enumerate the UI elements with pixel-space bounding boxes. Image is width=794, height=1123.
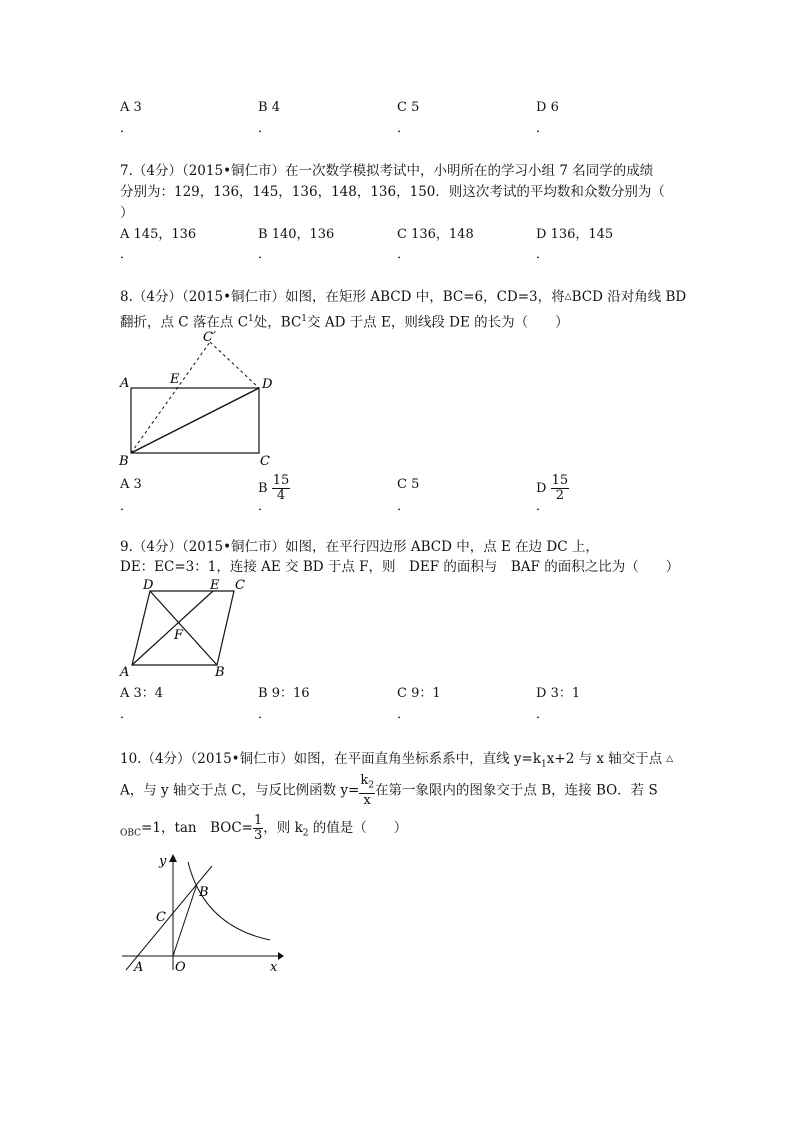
q9-label-f: F	[174, 628, 184, 643]
q8-option-c: C 5	[397, 477, 420, 492]
q10-stem-line1: 10.（4分）（2015•铜仁市）如图，在平面直角坐标系系中，直线 $y=k_1x+2$ 与 x 轴交于点 △	[120, 751, 674, 770]
q6-option-a: A 3	[120, 100, 142, 115]
q10-label-b: B	[199, 885, 209, 900]
q6-option-d: D 6	[536, 100, 559, 115]
option-dot: ．	[258, 499, 272, 514]
option-dot: ．	[536, 499, 550, 514]
q10-label-a: A	[134, 960, 144, 975]
q8-option-a: A 3	[120, 477, 142, 492]
q9-label-d: D	[143, 578, 154, 593]
q8-option-b-fraction: $\frac{15}{4}$	[272, 473, 290, 503]
option-dot: ．	[258, 247, 272, 262]
option-dot: ．	[258, 121, 272, 136]
q8-option-d-fraction: $\frac{15}{2}$	[551, 473, 569, 503]
option-dot: ．	[536, 247, 550, 262]
q8-stem-line2: 翻折，点 C 落在点 $C^1$处，$BC^1$交 AD 于点 E，则线段 DE 的长为（ ）	[120, 314, 569, 331]
q8-label-b: B	[119, 454, 129, 469]
q7-option-d: D 136，145	[536, 227, 614, 242]
q7-stem-line2: 分别为：129，136，145，136，148，136，150．则这次考试的平均数和众数分别为（	[120, 184, 665, 200]
q10-inverse-fraction: $\frac{k_2}{x}$	[360, 773, 374, 808]
q9-label-c: C	[235, 578, 245, 593]
q9-option-d: D 3：1	[536, 686, 581, 701]
q10-stem-line2: A，与 y 轴交于点 C，与反比例函数 y= $\frac{k_2}{x}$ 在第一象限内的图象交于点 B，连接 BO．若 S	[120, 773, 658, 808]
q10-stem-line3: $_{OBC}$=1，tan BOC= $\frac{1}{3}$ ，则 $k_2$ 的值是（ ）	[120, 813, 408, 843]
q10-label-c: C	[156, 910, 166, 925]
q8-label-c1: C′	[203, 330, 216, 345]
q8-stem-line1: 8.（4分）（2015•铜仁市）如图，在矩形 ABCD 中，BC=6，CD=3，将△BCD 沿对角线 BD	[120, 289, 687, 305]
q8-option-b: B $\frac{15}{4}$	[258, 473, 290, 503]
option-dot: ．	[120, 121, 134, 136]
q9-label-a: A	[120, 665, 130, 680]
q9-parallelogram-figure	[112, 577, 252, 683]
q7-stem-line1: 7.（4分）（2015•铜仁市）在一次数学模拟考试中，小明所在的学习小组 7 名同学的成绩	[120, 163, 654, 179]
q9-stem-line1: 9.（4分）（2015•铜仁市）如图，在平行四边形 ABCD 中，点 E 在边 DC 上，	[120, 539, 599, 555]
option-dot: ．	[120, 707, 134, 722]
q10-coordinate-figure	[112, 848, 287, 978]
q9-option-b: B 9：16	[258, 686, 310, 701]
q10-label-o: O	[175, 960, 186, 975]
q6-option-b: B 4	[258, 100, 280, 115]
option-dot: ．	[397, 121, 411, 136]
option-dot: ．	[536, 121, 550, 136]
q8-label-c: C	[260, 454, 270, 469]
q6-option-c: C 5	[397, 100, 420, 115]
q8-label-d: D	[262, 377, 273, 392]
option-dot: ．	[120, 499, 134, 514]
q9-option-c: C 9：1	[397, 686, 441, 701]
q9-label-e: E	[210, 578, 220, 593]
q9-stem-line2: DE：EC=3：1，连接 AE 交 BD 于点 F，则 DEF 的面积与 BAF 的面积之比为（ ）	[120, 559, 680, 575]
q7-option-a: A 145，136	[120, 227, 197, 242]
q7-option-b: B 140，136	[258, 227, 335, 242]
q9-label-b: B	[215, 665, 225, 680]
q8-label-e: E	[170, 372, 180, 387]
q8-option-d: D $\frac{15}{2}$	[536, 473, 569, 503]
option-dot: ．	[397, 707, 411, 722]
q7-option-c: C 136，148	[397, 227, 474, 242]
q10-tan-fraction: $\frac{1}{3}$	[254, 813, 263, 843]
q8-rectangle-figure	[112, 330, 282, 470]
q10-label-x: x	[270, 960, 278, 975]
option-dot: ．	[536, 707, 550, 722]
q7-stem-line3: ）	[120, 205, 134, 221]
option-dot: ．	[397, 499, 411, 514]
q10-label-y: y	[159, 854, 167, 869]
q8-label-a: A	[120, 376, 130, 391]
option-dot: ．	[258, 707, 272, 722]
q9-option-a: A 3：4	[120, 686, 164, 701]
option-dot: ．	[120, 247, 134, 262]
option-dot: ．	[397, 247, 411, 262]
